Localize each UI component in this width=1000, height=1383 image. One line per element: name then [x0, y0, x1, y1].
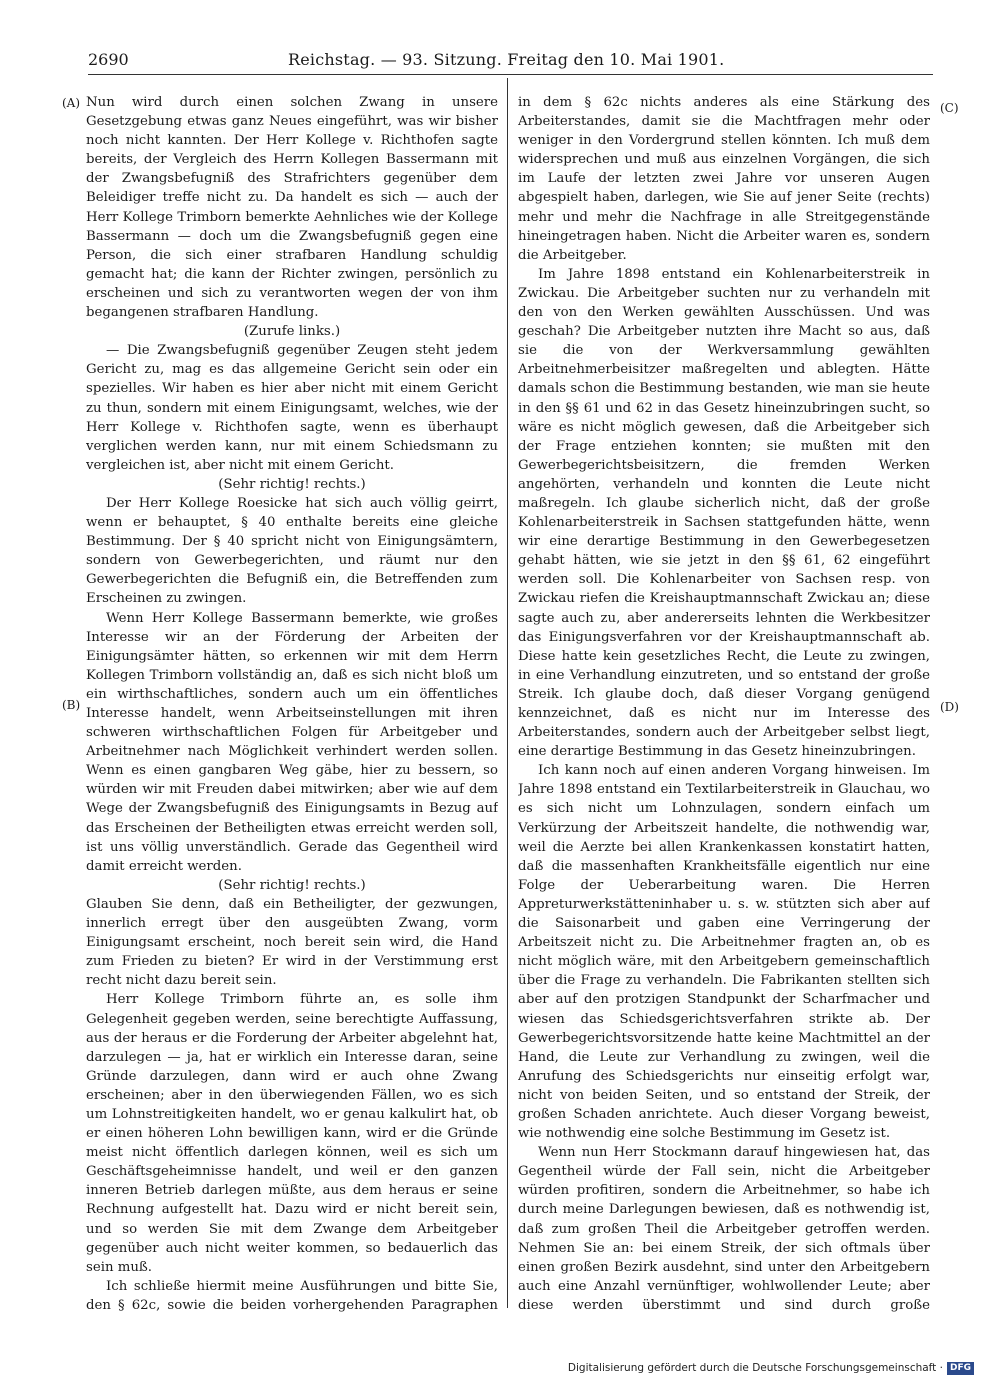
left-text-column — [86, 93, 498, 1318]
paragraph: — Die Zwangsbefugniß gegenüber Zeugen steht jedem Gericht zu, mag es das allgemeine Gericht sein oder ein spezielles. Wir haben es hier aber nicht mit einem Gericht zu thun, sondern mit einem Einigungsamt, welches, wie der Herr Kollege v. Richthofen sagte, wenn es überhaupt verglichen werden kann, nur mit einem Schiedsmann zu vergleichen ist, aber nicht mit einem Gericht. — [86, 343, 498, 473]
paragraph: Wenn Herr Kollege Bassermann bemerkte, wie großes Interesse wir an der Förderung der Arbeiten der Einigungsämter hätten, so erkennen wir mit dem Herrn Kollegen Trimborn vollständig an, daß es sich nicht bloß um ein wirthschaftliches, sondern auch um ein öffentliches Interesse handelt, wenn Arbeitseinstellungen mit ihren schweren wirthschaftlichen Folgen für Arbeitgeber und Arbeitnehmer nach Möglichkeit verhindert werden sollen. Wenn es einen gangbaren Weg gäbe, hier zu bessern, so würden wir mit Freuden dabei mitwirken; aber wie auf dem Wege der Zwangsbefugniß des Einigungsamts in Bezug auf das Erscheinen der Betheiligten etwas erreicht werden soll, ist uns völlig unverständlich. Gerade das Gegentheil wird damit erreicht werden. — [86, 610, 498, 874]
margin-marker-c: (C) — [940, 101, 959, 115]
paragraph: Nun wird durch einen solchen Zwang in unsere Gesetzgebung etwas ganz Neues eingeführt, was wir bisher noch nicht kannten. Der Herr Kollege v. Richthofen sagte bereits, der Vergleich des Herrn Kollegen Bassermann mit der Zwangsbefugniß des Strafrichters gegenüber dem Beleidiger treffe nicht zu. Da handelt es sich — auch der Herr Kollege Trimborn bemerkte Aehnliches wie der Kollege Bassermann — doch um die Zwangsbefugniß gegen eine Person, die sich einer strafbaren Handlung schuldig gemacht hat; die kann der Richter zwingen, persönlich zu erscheinen und sich zu verantworten wegen der von ihm begangenen strafbaren Handlung. — [86, 95, 498, 321]
paragraph: Wenn nun Herr Stockmann darauf hingewiesen hat, das Gegentheil würde der Fall sein, nicht die Arbeitgeber würden profitiren, sondern die Arbeitnehmer, so habe ich durch meine Darlegungen bewiesen, daß es nothwendig ist, daß zum großen Theil die Arbeitgeber getroffen werden. Nehmen Sie an: bei einem Streik, der sich oftmals über einen großen Bezirk ausdehnt, sind unter den Arbeitgebern auch eine Anzahl vernünftiger, wohlwollender Leute; aber diese werden überstimmt und sind durch große — [518, 1145, 930, 1313]
dfg-logo: DFG — [947, 1362, 974, 1375]
margin-marker-a: (A) — [62, 96, 81, 110]
page-header — [88, 48, 933, 72]
interjection: (Sehr richtig! rechts.) — [218, 476, 366, 492]
margin-marker-d: (D) — [940, 700, 959, 714]
margin-marker-b: (B) — [62, 698, 81, 712]
right-text-column — [518, 93, 930, 1318]
paragraph: Herr Kollege Trimborn führte an, es solle ihm Gelegenheit gegeben werden, seine berechtigte Auffassung, aus der heraus er die Forderung der Arbeiter abgelehnt hat, darzulegen — ja, hat er wirklich ein Interesse daran, seine Gründe darzulegen, dann wird er auch ohne Zwang erscheinen; aber in den überwiegenden Fällen, wo es sich um Lohnstreitigkeiten handelt, wo er genau kalkulirt hat, ob er einen höheren Lohn bewilligen kann, wird er die Gründe meist nicht öffentlich darlegen können, weil es sich um Geschäftsgeheimnisse handelt, und weil er den ganzen inneren Betrieb darlegen müßte, aus dem heraus er seine Rechnung aufgestellt hat. Dazu wird er nicht bereit sein, und so werden Sie mit dem Zwange dem Arbeitgeber gegenüber auch nicht weiter kommen, so bedauerlich das sein muß. — [86, 992, 498, 1275]
footer-text: Digitalisierung gefördert durch die Deutsche Forschungsgemeinschaft · — [567, 1362, 943, 1374]
paragraph: Glauben Sie denn, daß ein Betheiligter, der gezwungen, innerlich erregt über den ausgeübten Zwang, vorm Einigungsamt erscheint, noch bereit sein wird, die Hand zum Frieden zu bieten? Er wird in der Verstimmung erst recht nicht dazu bereit sein. — [86, 896, 498, 989]
paragraph: Ich schließe hiermit meine Ausführungen und bitte Sie, den § 62c, sowie die beiden vorhergehenden Paragraphen — [86, 1278, 498, 1313]
paragraph: Im Jahre 1898 entstand ein Kohlenarbeiterstreik in Zwickau. Die Arbeitgeber suchten nur zu verhandeln mit den von den Werken gewählten Ausschüssen. Und was geschah? Die Arbeitgeber nutzten ihre Macht so aus, daß sie die von der Werkversammlung gewählten Arbeitnehmerbeisitzer maßregelten und ablegten. Hätte damals schon die Bestimmung bestanden, wie man sie heute in den §§ 61 und 62 in das Gesetz hineinzubringen sucht, so wäre es nicht möglich gewesen, daß die Arbeitgeber sich der Frage entziehen konnten; sie mußten mit den Gewerbegerichtsbeisitzern, die fremden Werken angehörten, verhandeln und konnten die Leute nicht maßregeln. Ich glaube sicherlich nicht, daß der große Kohlenarbeiterstreik in Sachsen stattgefunden hätte, wenn wir eine derartige Bestimmung in den Gewerbegesetzen gehabt hätten, wie sie jetzt in den §§ 61, 62 eingeführt werden soll. Die Kohlenarbeiter von Sachsen resp. von Zwickau riefen die Kreishauptmannschaft Zwickau an; diese sagte auch zu, aber andererseits lehnten die Werkbesitzer das Einigungsverfahren vor der Kreishauptmannschaft ab. Diese hatte kein gesetzliches Recht, die Leute zu zwingen, in eine Verhandlung einzutreten, und so entstand der große Streik. Ich glaube doch, daß dieser Vorgang genügend kennzeichnet, daß es nicht nur im Interesse des Arbeiterstandes, sondern auch der Arbeitgeber selbst liegt, eine derartige Bestimmung in das Gesetz hineinzubringen. — [518, 266, 930, 760]
interjection: (Sehr richtig! rechts.) — [218, 877, 366, 893]
column-divider — [507, 78, 508, 1308]
footer-credit — [568, 1360, 974, 1376]
running-title: Reichstag. — 93. Sitzung. Freitag den 10. Mai 1901. — [288, 50, 725, 69]
paragraph: Der Herr Kollege Roesicke hat sich auch völlig geirrt, wenn er behauptet, § 40 enthalte bereits eine gleiche Bestimmung. Der § 40 spricht nicht von Einigungsämtern, sondern von Gewerbegerichten, und räumt nur den Gewerbegerichten die Befugniß ein, die Betreffenden zum Erscheinen zu zwingen. — [86, 495, 498, 607]
interjection: (Zurufe links.) — [243, 324, 341, 340]
header-rule — [88, 74, 933, 75]
page-number: 2690 — [88, 50, 129, 69]
paragraph: in dem § 62c nichts anderes als eine Stärkung des Arbeiterstandes, damit sie die Machtfragen mehr oder weniger in den Vordergrund stellen könnten. Ich muß dem widersprechen und muß aus einzelnen Vorgängen, die sich im Laufe der letzten zwei Jahre vor unseren Augen abgespielt haben, darlegen, wie Sie auf jener Seite (rechts) mehr und mehr die Nachfrage in alle Streitgegenstände hineingetragen haben. Nicht die Arbeiter waren es, sondern die Arbeitgeber. — [518, 95, 930, 263]
paragraph: Ich kann noch auf einen anderen Vorgang hinweisen. Im Jahre 1898 entstand ein Textilarbeiterstreik in Glauchau, wo es sich nicht um Lohnzulagen, sondern einfach um Verkürzung der Arbeitszeit handelte, die nothwendig war, weil die Aerzte bei allen Krankenkassen konstatirt hatten, daß die massenhaften Krankheitsfälle eigentlich nur eine Folge der Ueberarbeitung waren. Die Herren Appreturwerkstätteninhaber u. s. w. stützten sich aber auf die Saisonarbeit und gaben eine Verringerung der Arbeitszeit nicht zu. Die Arbeitnehmer fragten an, ob es nicht möglich wäre, mit den Arbeitgebern gemeinschaftlich über die Frage zu verhandeln. Die Fabrikanten stellten sich aber auf den protzigen Standpunkt der Scharfmacher und wiesen das Schiedsgerichtsverfahren strikte ab. Der Gewerbegerichtsvorsitzende hatte keine Machtmittel an der Hand, die Leute zur Verhandlung zu zwingen, weil die Anrufung des Schiedsgerichts nur einseitig erfolgt war, nicht von beiden Seiten, und so entstand der Streik, der großen Schaden anrichtete. Auch dieser Vorgang beweist, wie nothwendig eine solche Bestimmung im Gesetz ist. — [518, 763, 930, 1142]
